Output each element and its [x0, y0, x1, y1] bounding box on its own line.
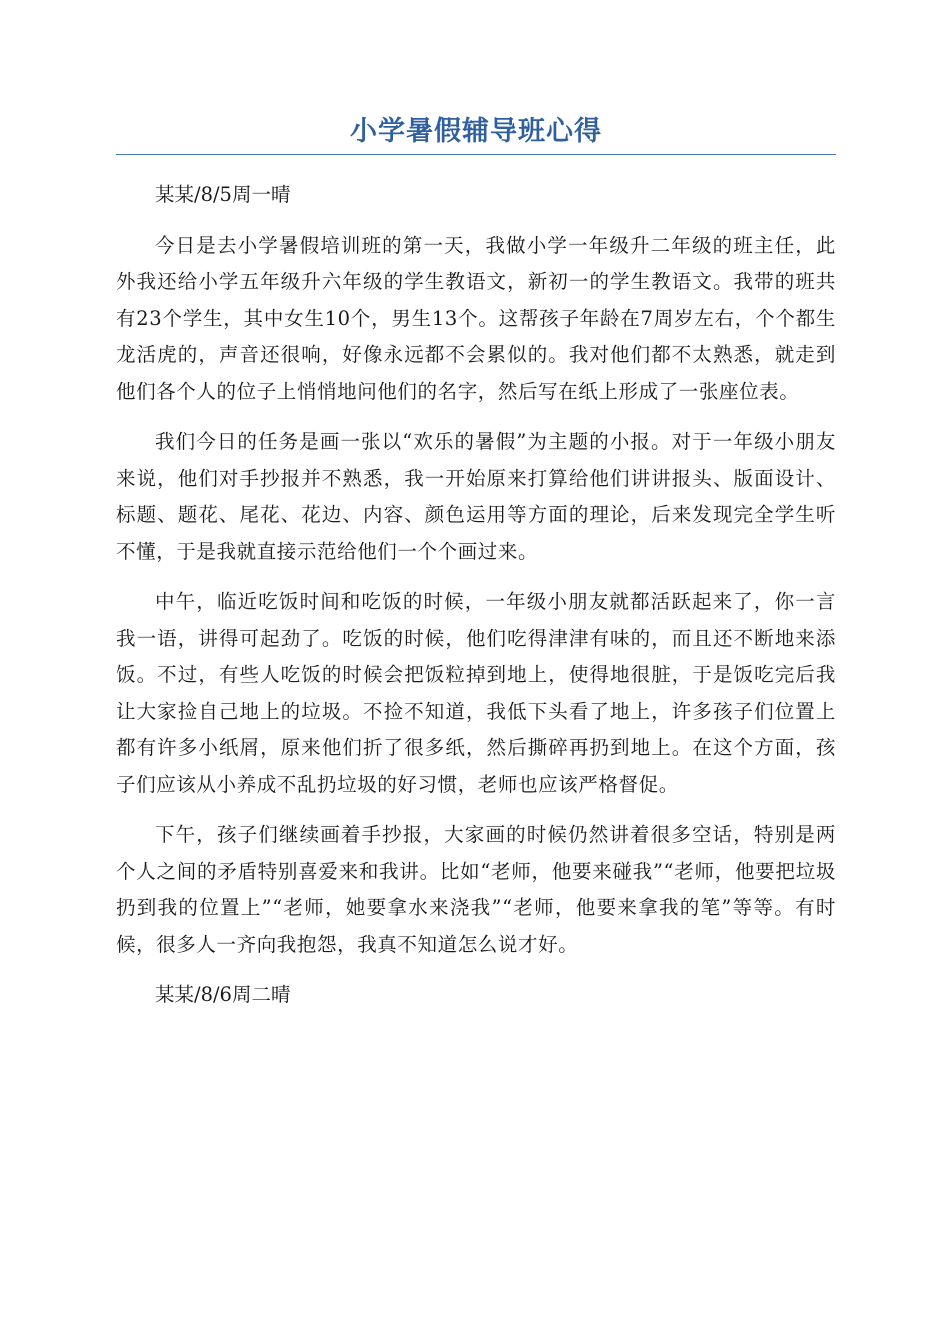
title-underline [116, 154, 836, 155]
document-title: 小学暑假辅导班心得 [350, 116, 602, 147]
date-line: 某某/8/6周二晴 [155, 983, 291, 1006]
paragraph: 中午，临近吃饭时间和吃饭的时候，一年级小朋友就都活跃起来了，你一言我一语，讲得可起劲了。吃饭的时候，他们吃得津津有味的，而且还不断地来添饭。不过，有些人吃饭的时候会把饭粒掉到地上，使得地很脏，于是饭吃完后我让大家捡自己地上的垃圾。不捡不知道，我低下头看了地上，许多孩子们位置上都有许多小纸屑，原来他们折了很多纸，然后撕碎再扔到地上。在这个方面，孩子们应该从小养成不乱扔垃圾的好习惯，老师也应该严格督促。 [116, 590, 836, 796]
paragraph: 今日是去小学暑假培训班的第一天，我做小学一年级升二年级的班主任，此外我还给小学五年级升六年级的学生教语文，新初一的学生教语文。我带的班共有23个学生，其中女生10个，男生13个。这帮孩子年龄在7周岁左右，个个都生龙活虎的，声音还很响，好像永远都不会累似的。我对他们都不太熟悉，就走到他们各个人的位子上悄悄地问他们的名字，然后写在纸上形成了一张座位表。 [116, 233, 836, 403]
paragraph: 下午，孩子们继续画着手抄报，大家画的时候仍然讲着很多空话，特别是两个人之间的矛盾特别喜爱来和我讲。比如“老师，他要来碰我”“老师，他要把垃圾扔到我的位置上”“老师，她要拿水来浇我”“老师，他要来拿我的笔”等等。有时候，很多人一齐向我抱怨，我真不知道怎么说才好。 [116, 823, 836, 956]
date-line: 某某/8/5周一晴 [155, 183, 291, 206]
paragraph: 我们今日的任务是画一张以“欢乐的暑假”为主题的小报。对于一年级小朋友来说，他们对手抄报并不熟悉，我一开始原来打算给他们讲讲报头、版面设计、标题、题花、尾花、花边、内容、颜色运用等方面的理论，后来发现完全学生听不懂，于是我就直接示范给他们一个个画过来。 [116, 430, 836, 563]
document-page [116, 110, 836, 1028]
